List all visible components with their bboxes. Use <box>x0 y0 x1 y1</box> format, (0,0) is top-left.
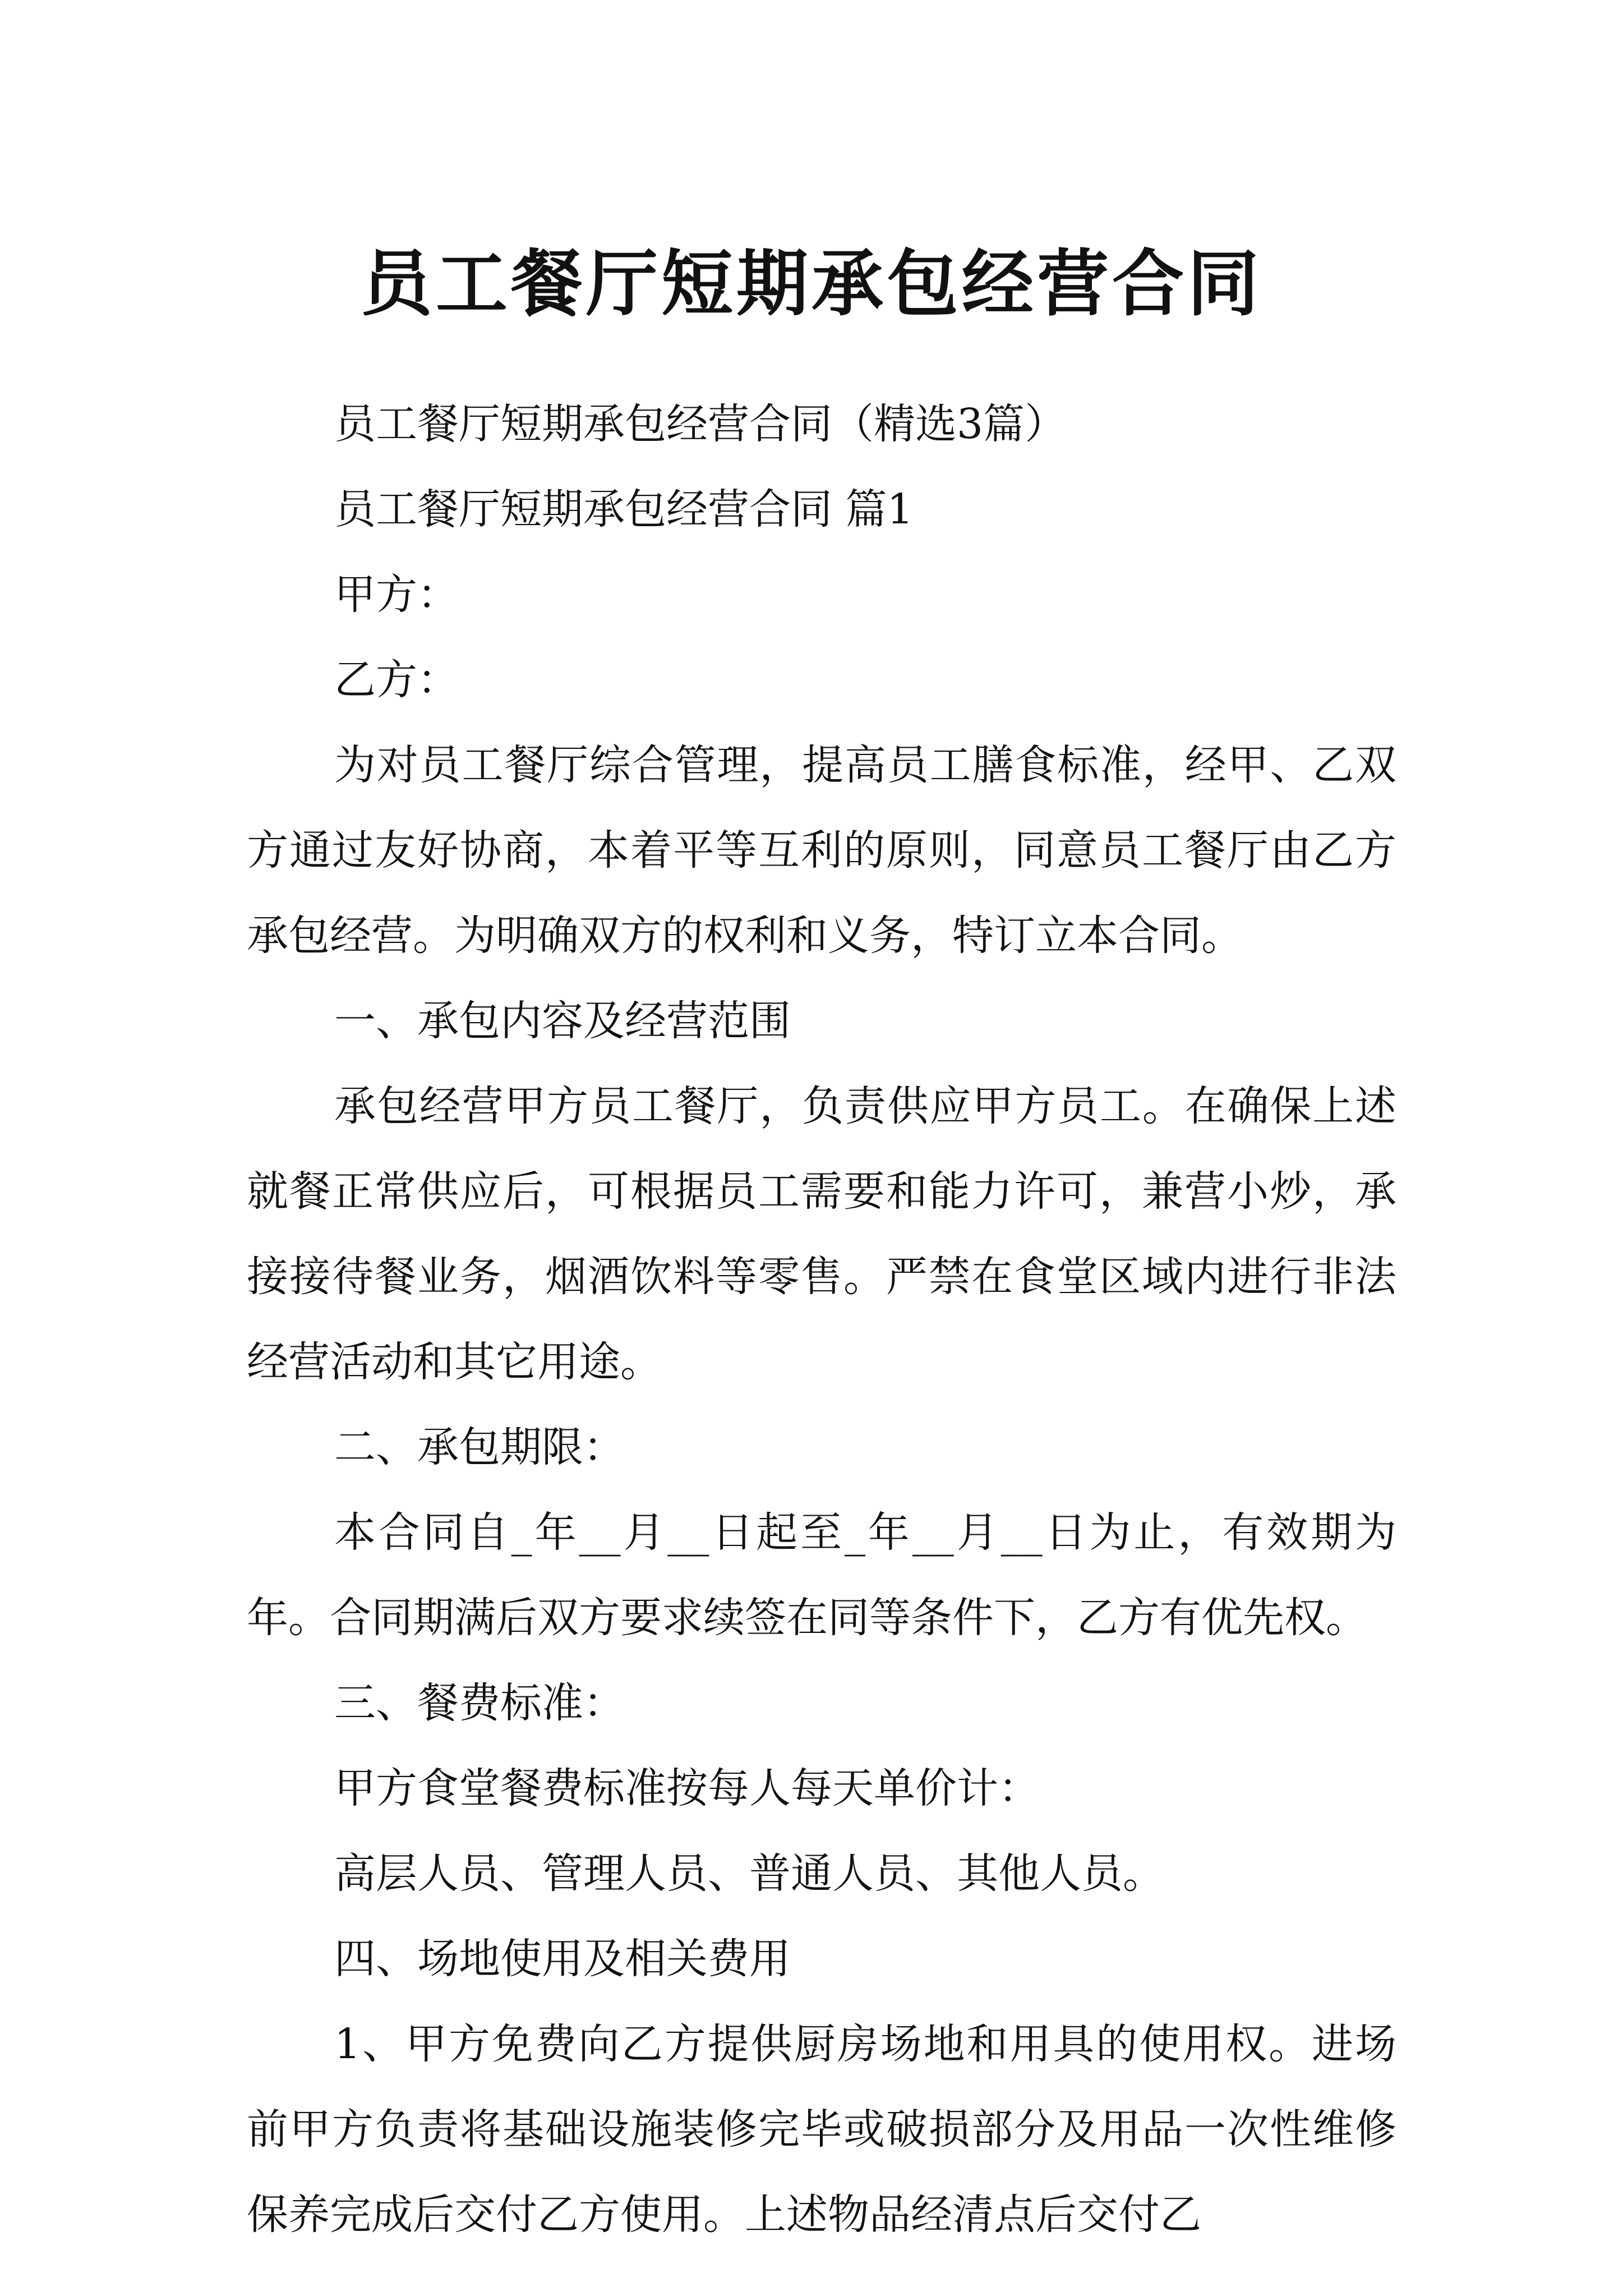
paragraph-party-b: 乙方： <box>334 656 459 704</box>
document-body <box>247 381 1396 2257</box>
paragraph-party-a: 甲方： <box>334 570 459 619</box>
paragraph-fee-standard: 甲方食堂餐费标准按每人每天单价计： <box>334 1764 1040 1812</box>
document-title: 员工餐厅短期承包经营合同 <box>360 241 1262 326</box>
paragraph-heading-4: 四、场地使用及相关费用 <box>334 1935 791 1983</box>
paragraph-personnel: 高层人员、管理人员、普通人员、其他人员。 <box>334 1849 1164 1898</box>
paragraph-heading-3: 三、餐费标准： <box>334 1679 625 1727</box>
paragraph-section-heading: 员工餐厅短期承包经营合同 篇1 <box>334 485 914 533</box>
paragraph-heading-2: 二、承包期限： <box>334 1423 625 1471</box>
paragraph-term: 本合同自_年__月__日起至_年__月__日为止，有效期为年。合同期满后双方要求续签在同等条件下，乙方有优先权。 <box>247 1508 1396 1642</box>
paragraph-subtitle: 员工餐厅短期承包经营合同（精选3篇） <box>334 400 1067 448</box>
paragraph-scope: 承包经营甲方员工餐厅，负责供应甲方员工。在确保上述就餐正常供应后，可根据员工需要和能力许可，兼营小炒，承接接待餐业务，烟酒饮料等零售。严禁在食堂区域内进行非法经营活动和其它用途。 <box>247 1082 1396 1386</box>
paragraph-site-use: 1、甲方免费向乙方提供厨房场地和用具的使用权。进场前甲方负责将基础设施装修完毕或破损部分及用品一次性维修保养完成后交付乙方使用。上述物品经清点后交付乙 <box>247 2020 1396 2239</box>
paragraph-preamble: 为对员工餐厅综合管理，提高员工膳食标准，经甲、乙双方通过友好协商，本着平等互利的原则，同意员工餐厅由乙方承包经营。为明确双方的权利和义务，特订立本合同。 <box>247 741 1396 960</box>
paragraph-heading-1: 一、承包内容及经营范围 <box>334 997 791 1045</box>
